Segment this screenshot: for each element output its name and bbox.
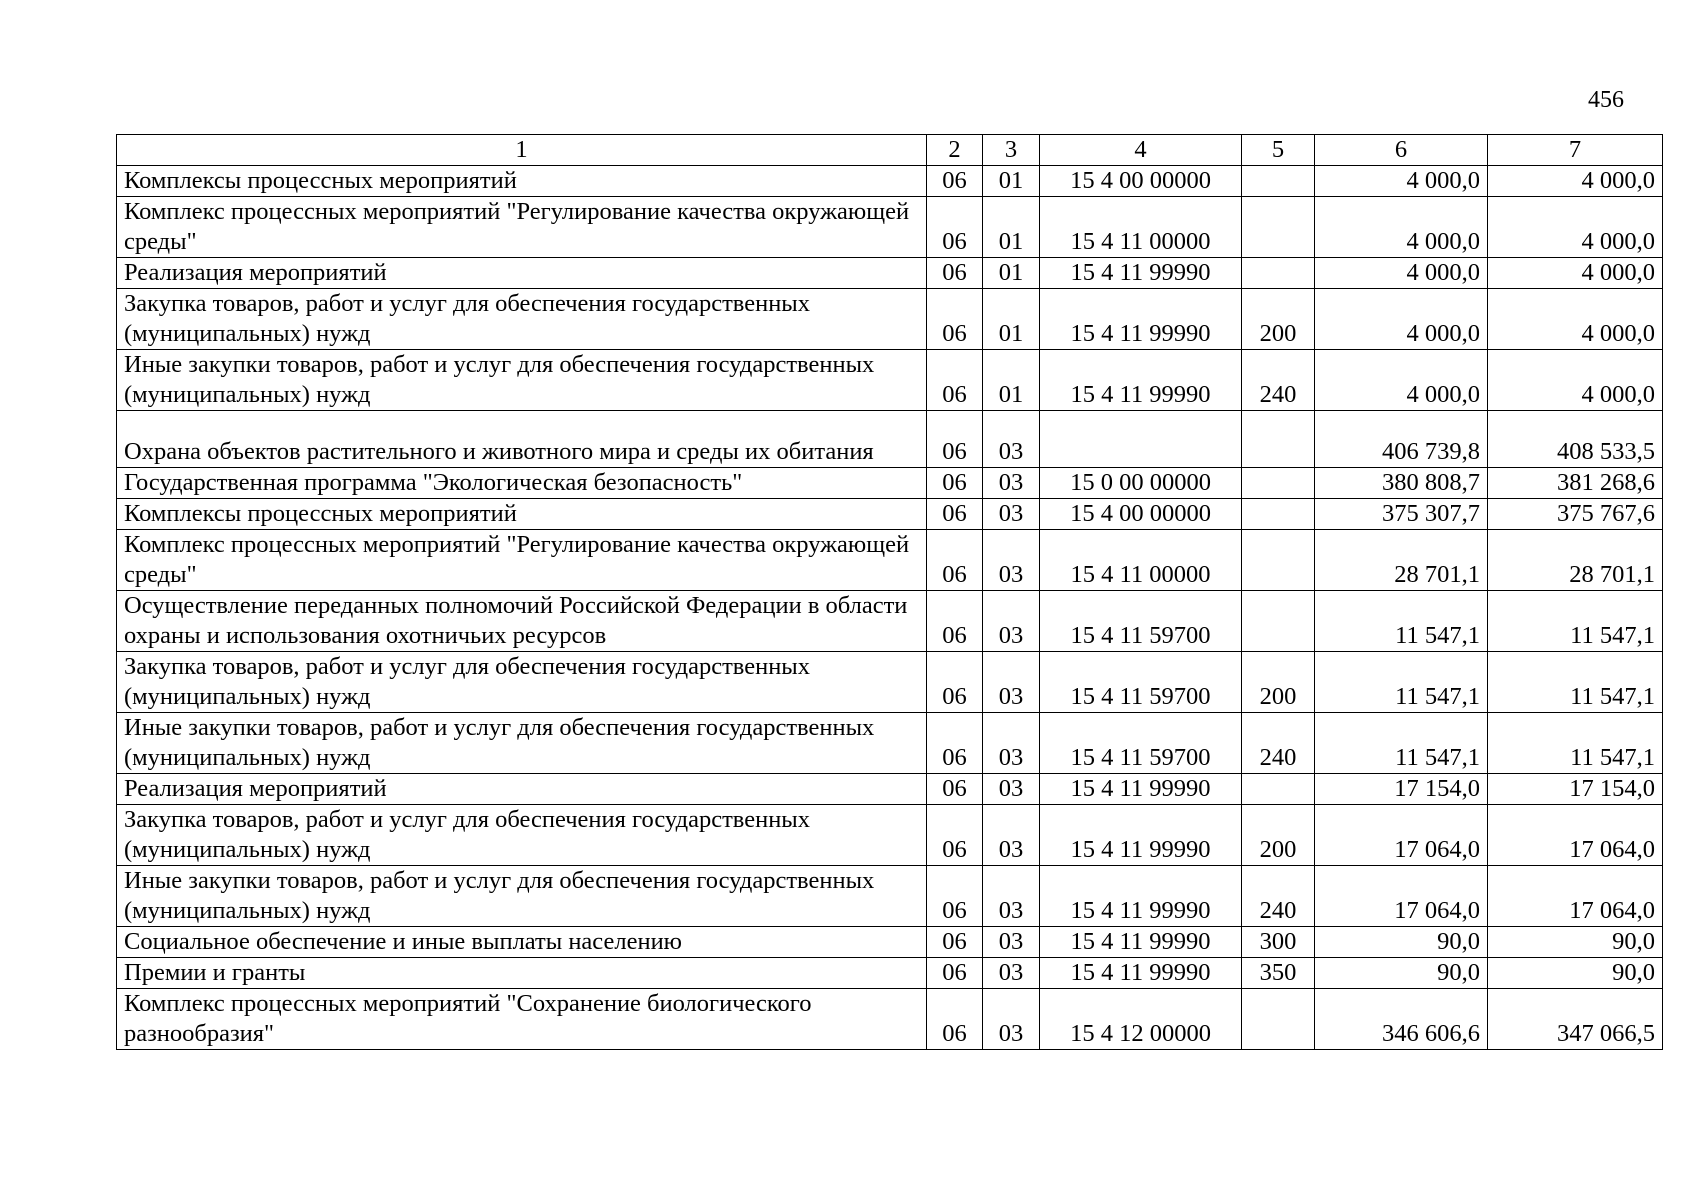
table-row [117, 958, 1663, 989]
budget-table [116, 134, 1663, 1050]
subsection-code-cell: 03 [983, 652, 1040, 713]
expense-type-cell [1242, 197, 1315, 258]
amount-year-2-cell: 4 000,0 [1488, 289, 1663, 350]
subsection-code-cell: 03 [983, 927, 1040, 958]
subsection-code-cell: 03 [983, 866, 1040, 927]
target-article-cell: 15 4 00 00000 [1040, 499, 1242, 530]
section-code-cell: 06 [927, 713, 983, 774]
expense-name-cell: Закупка товаров, работ и услуг для обеспечения государственных (муниципальных) нужд [117, 652, 927, 713]
subsection-code-cell: 03 [983, 958, 1040, 989]
column-header: 2 [927, 135, 983, 166]
section-code-cell: 06 [927, 652, 983, 713]
expense-type-cell [1242, 499, 1315, 530]
target-article-cell: 15 4 11 99990 [1040, 289, 1242, 350]
amount-year-1-cell: 380 808,7 [1315, 468, 1488, 499]
section-code-cell: 06 [927, 774, 983, 805]
target-article-cell: 15 4 11 99990 [1040, 258, 1242, 289]
amount-year-2-cell: 90,0 [1488, 927, 1663, 958]
expense-type-cell [1242, 530, 1315, 591]
table-row [117, 499, 1663, 530]
amount-year-2-cell: 17 154,0 [1488, 774, 1663, 805]
amount-year-1-cell: 90,0 [1315, 927, 1488, 958]
section-code-cell: 06 [927, 866, 983, 927]
amount-year-2-cell: 4 000,0 [1488, 197, 1663, 258]
amount-year-2-cell: 4 000,0 [1488, 350, 1663, 411]
section-code-cell: 06 [927, 411, 983, 468]
expense-name-cell: Реализация мероприятий [117, 774, 927, 805]
column-header: 5 [1242, 135, 1315, 166]
amount-year-1-cell: 406 739,8 [1315, 411, 1488, 468]
subsection-code-cell: 01 [983, 350, 1040, 411]
amount-year-1-cell: 375 307,7 [1315, 499, 1488, 530]
section-code-cell: 06 [927, 258, 983, 289]
expense-name-cell: Охрана объектов растительного и животного мира и среды их обитания [117, 411, 927, 468]
table-row [117, 258, 1663, 289]
subsection-code-cell: 03 [983, 499, 1040, 530]
table-row [117, 530, 1663, 591]
section-code-cell: 06 [927, 499, 983, 530]
section-code-cell: 06 [927, 289, 983, 350]
amount-year-1-cell: 4 000,0 [1315, 289, 1488, 350]
table-row [117, 350, 1663, 411]
amount-year-2-cell: 347 066,5 [1488, 989, 1663, 1050]
amount-year-1-cell: 28 701,1 [1315, 530, 1488, 591]
subsection-code-cell: 03 [983, 713, 1040, 774]
amount-year-2-cell: 11 547,1 [1488, 652, 1663, 713]
expense-name-cell: Иные закупки товаров, работ и услуг для обеспечения государственных (муниципальных) нужд [117, 713, 927, 774]
subsection-code-cell: 03 [983, 774, 1040, 805]
target-article-cell: 15 4 12 00000 [1040, 989, 1242, 1050]
target-article-cell: 15 4 11 59700 [1040, 591, 1242, 652]
expense-name-cell: Государственная программа "Экологическая безопасность" [117, 468, 927, 499]
table-row [117, 927, 1663, 958]
subsection-code-cell: 03 [983, 805, 1040, 866]
amount-year-1-cell: 17 154,0 [1315, 774, 1488, 805]
target-article-cell: 15 4 11 59700 [1040, 713, 1242, 774]
amount-year-2-cell: 90,0 [1488, 958, 1663, 989]
expense-type-cell: 350 [1242, 958, 1315, 989]
expense-name-cell: Комплекс процессных мероприятий "Регулирование качества окружающей среды" [117, 197, 927, 258]
expense-type-cell: 200 [1242, 289, 1315, 350]
expense-name-cell: Закупка товаров, работ и услуг для обеспечения государственных (муниципальных) нужд [117, 805, 927, 866]
target-article-cell [1040, 411, 1242, 468]
table-row [117, 591, 1663, 652]
section-code-cell: 06 [927, 166, 983, 197]
section-code-cell: 06 [927, 350, 983, 411]
column-number-header-row [117, 135, 1663, 166]
expense-name-cell: Премии и гранты [117, 958, 927, 989]
expense-type-cell [1242, 166, 1315, 197]
expense-name-cell: Реализация мероприятий [117, 258, 927, 289]
expense-name-cell: Иные закупки товаров, работ и услуг для обеспечения государственных (муниципальных) нужд [117, 350, 927, 411]
target-article-cell: 15 4 11 59700 [1040, 652, 1242, 713]
expense-name-cell: Комплексы процессных мероприятий [117, 499, 927, 530]
table-row [117, 652, 1663, 713]
target-article-cell: 15 4 11 99990 [1040, 805, 1242, 866]
target-article-cell: 15 4 11 99990 [1040, 927, 1242, 958]
target-article-cell: 15 4 00 00000 [1040, 166, 1242, 197]
table-row [117, 289, 1663, 350]
expense-name-cell: Социальное обеспечение и иные выплаты населению [117, 927, 927, 958]
subsection-code-cell: 03 [983, 591, 1040, 652]
amount-year-2-cell: 381 268,6 [1488, 468, 1663, 499]
table-row [117, 989, 1663, 1050]
expense-name-cell: Закупка товаров, работ и услуг для обеспечения государственных (муниципальных) нужд [117, 289, 927, 350]
expense-name-cell: Осуществление переданных полномочий Российской Федерации в области охраны и использования охотничьих ресурсов [117, 591, 927, 652]
expense-type-cell: 200 [1242, 652, 1315, 713]
target-article-cell: 15 4 11 99990 [1040, 350, 1242, 411]
subsection-code-cell: 01 [983, 197, 1040, 258]
expense-type-cell: 240 [1242, 866, 1315, 927]
expense-name-cell: Комплекс процессных мероприятий "Регулирование качества окружающей среды" [117, 530, 927, 591]
subsection-code-cell: 03 [983, 530, 1040, 591]
section-code-cell: 06 [927, 530, 983, 591]
amount-year-1-cell: 4 000,0 [1315, 350, 1488, 411]
section-code-cell: 06 [927, 927, 983, 958]
target-article-cell: 15 4 11 00000 [1040, 530, 1242, 591]
table-row [117, 805, 1663, 866]
subsection-code-cell: 01 [983, 289, 1040, 350]
section-code-cell: 06 [927, 805, 983, 866]
expense-name-cell: Комплекс процессных мероприятий "Сохранение биологического разнообразия" [117, 989, 927, 1050]
amount-year-1-cell: 90,0 [1315, 958, 1488, 989]
column-header: 3 [983, 135, 1040, 166]
amount-year-2-cell: 4 000,0 [1488, 258, 1663, 289]
amount-year-2-cell: 11 547,1 [1488, 591, 1663, 652]
section-code-cell: 06 [927, 989, 983, 1050]
table-row [117, 411, 1663, 468]
section-code-cell: 06 [927, 197, 983, 258]
table-row [117, 866, 1663, 927]
target-article-cell: 15 4 11 00000 [1040, 197, 1242, 258]
amount-year-2-cell: 17 064,0 [1488, 866, 1663, 927]
expense-type-cell: 240 [1242, 713, 1315, 774]
subsection-code-cell: 03 [983, 468, 1040, 499]
expense-type-cell [1242, 989, 1315, 1050]
amount-year-1-cell: 11 547,1 [1315, 713, 1488, 774]
amount-year-2-cell: 408 533,5 [1488, 411, 1663, 468]
column-header: 1 [117, 135, 927, 166]
amount-year-1-cell: 11 547,1 [1315, 652, 1488, 713]
expense-type-cell [1242, 258, 1315, 289]
amount-year-1-cell: 17 064,0 [1315, 805, 1488, 866]
expense-type-cell: 200 [1242, 805, 1315, 866]
section-code-cell: 06 [927, 958, 983, 989]
subsection-code-cell: 03 [983, 989, 1040, 1050]
amount-year-2-cell: 17 064,0 [1488, 805, 1663, 866]
amount-year-2-cell: 375 767,6 [1488, 499, 1663, 530]
expense-type-cell [1242, 591, 1315, 652]
column-header: 4 [1040, 135, 1242, 166]
expense-type-cell [1242, 774, 1315, 805]
expense-type-cell: 300 [1242, 927, 1315, 958]
amount-year-1-cell: 4 000,0 [1315, 166, 1488, 197]
expense-type-cell: 240 [1242, 350, 1315, 411]
target-article-cell: 15 0 00 00000 [1040, 468, 1242, 499]
table-row [117, 166, 1663, 197]
section-code-cell: 06 [927, 591, 983, 652]
target-article-cell: 15 4 11 99990 [1040, 774, 1242, 805]
expense-name-cell: Комплексы процессных мероприятий [117, 166, 927, 197]
column-header: 7 [1488, 135, 1663, 166]
target-article-cell: 15 4 11 99990 [1040, 866, 1242, 927]
amount-year-2-cell: 28 701,1 [1488, 530, 1663, 591]
target-article-cell: 15 4 11 99990 [1040, 958, 1242, 989]
page-number: 456 [1588, 87, 1624, 113]
amount-year-1-cell: 346 606,6 [1315, 989, 1488, 1050]
table-row [117, 713, 1663, 774]
amount-year-2-cell: 4 000,0 [1488, 166, 1663, 197]
section-code-cell: 06 [927, 468, 983, 499]
subsection-code-cell: 03 [983, 411, 1040, 468]
amount-year-1-cell: 4 000,0 [1315, 197, 1488, 258]
expense-type-cell [1242, 411, 1315, 468]
table-row [117, 197, 1663, 258]
table-row [117, 468, 1663, 499]
amount-year-1-cell: 17 064,0 [1315, 866, 1488, 927]
column-header: 6 [1315, 135, 1488, 166]
expense-type-cell [1242, 468, 1315, 499]
expense-name-cell: Иные закупки товаров, работ и услуг для обеспечения государственных (муниципальных) нужд [117, 866, 927, 927]
subsection-code-cell: 01 [983, 166, 1040, 197]
amount-year-2-cell: 11 547,1 [1488, 713, 1663, 774]
amount-year-1-cell: 4 000,0 [1315, 258, 1488, 289]
table-row [117, 774, 1663, 805]
amount-year-1-cell: 11 547,1 [1315, 591, 1488, 652]
subsection-code-cell: 01 [983, 258, 1040, 289]
